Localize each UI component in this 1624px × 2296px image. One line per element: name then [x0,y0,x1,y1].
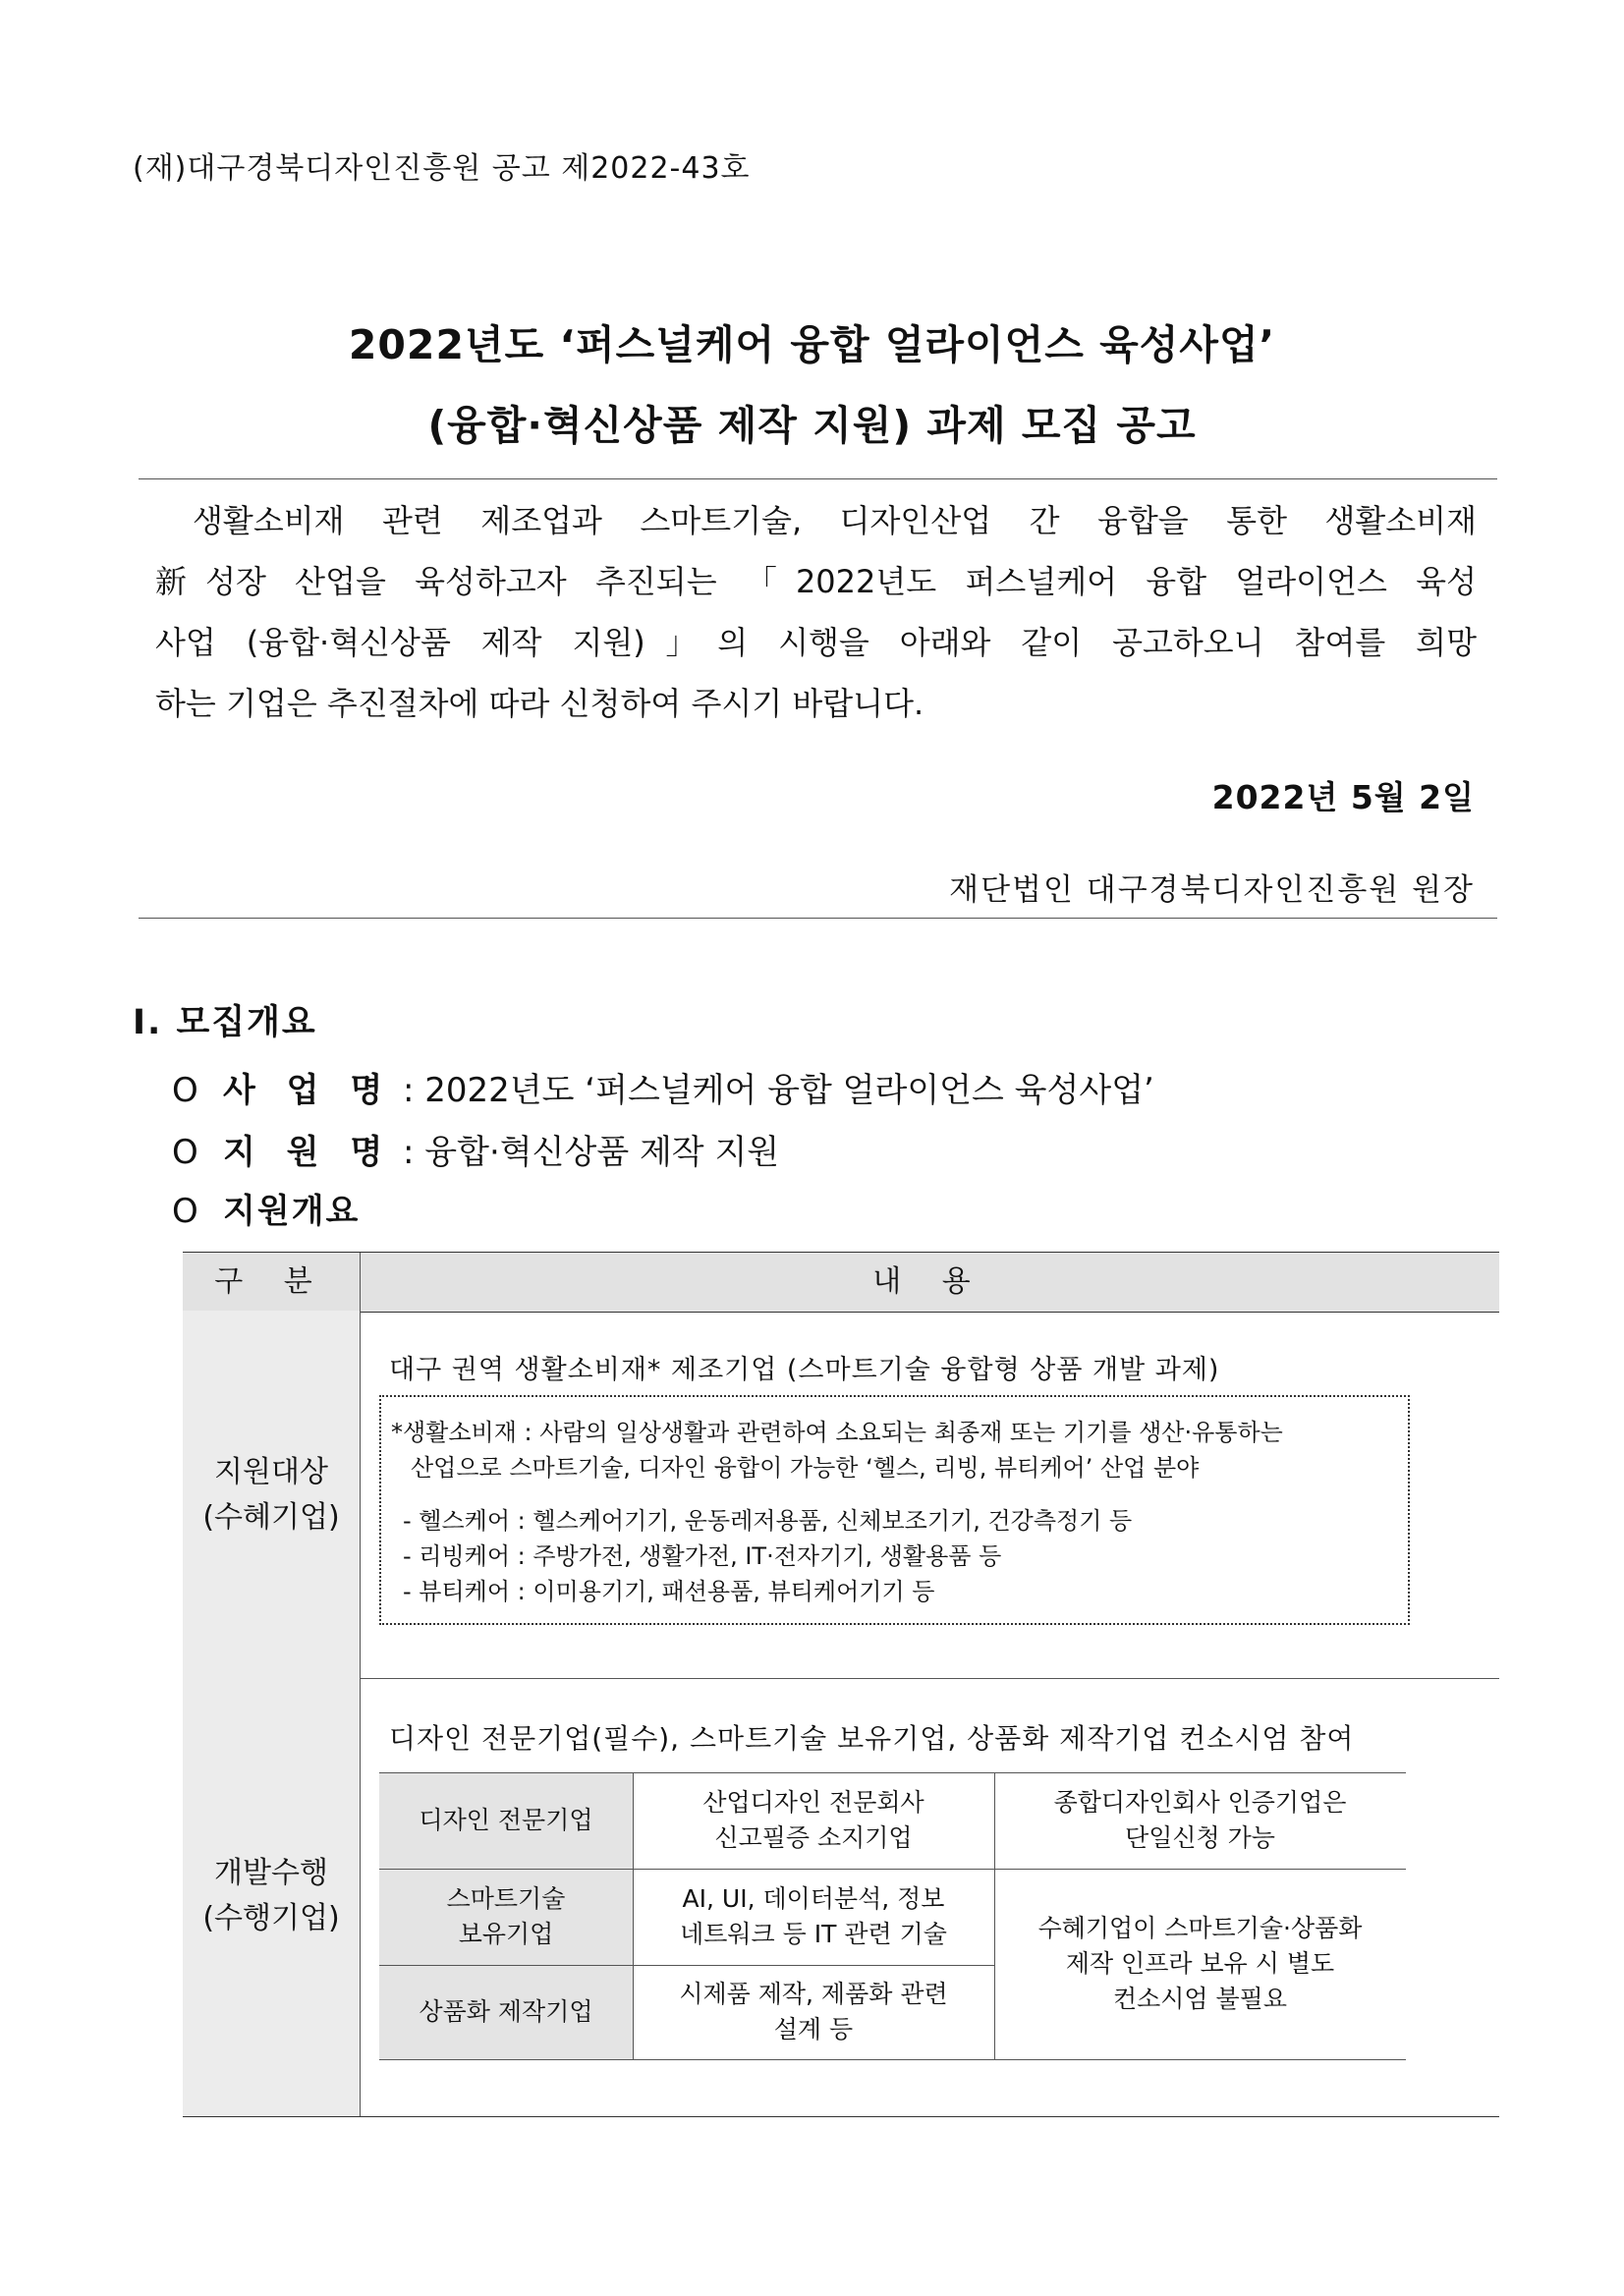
note-line: *생활소비재 : 사람의 일상생활과 관련하여 소요되는 최종재 또는 기기를 생산·유통하는 [391,1419,1283,1446]
cell-text-line: 보유기업 [458,1920,554,1948]
inner-rule [379,1772,1406,1773]
cell-text [702,1785,924,1856]
cell-text-line: AI, UI, 데이터분석, 정보 [682,1884,945,1913]
note-item: - 리빙케어 : 주방가전, 생활가전, IT·전자기기, 생활용품 등 [403,1542,1002,1570]
row1-label-line1: 지원대상 [214,1455,328,1489]
cell-text-line: 수혜기업이 스마트기술·상품화 [1037,1914,1363,1942]
cell-text-line: 단일신청 가능 [1125,1823,1275,1852]
intro-line: 사업 (융합·혁신상품 제작 지원)」의 시행을 아래와 같이 공고하오니 참여를 희망 [155,624,1477,661]
section-heading: Ⅰ. 모집개요 [133,1003,317,1042]
row1-label-line2: (수혜기업) [202,1500,340,1535]
bullet-circle: O [172,1133,198,1172]
support-name-item [172,1125,779,1173]
cell-manufacturing-requirement [633,1965,994,2059]
consortium-table [379,1772,1406,2059]
cell-text [447,1881,566,1952]
support-overview-item [172,1184,360,1232]
document-title-line1: 2022년도 ‘퍼스널케어 융합 얼라이언스 육성사업’ [348,321,1276,368]
cell-text: 상품화 제작기업 [419,1997,593,2026]
cell-text-line: 산업디자인 전문회사 [702,1788,924,1817]
note-item: - 뷰티케어 : 이미용기기, 패션용품, 뷰티케어기기 등 [403,1578,935,1605]
row2-label-line1: 개발수행 [214,1856,328,1890]
cell-text: 디자인 전문기업 [419,1806,593,1834]
cell-text [1038,1911,1363,2017]
row-label-cell [183,1678,360,2116]
support-name-label: 지 원 명 [223,1133,393,1172]
document-title-line2: (융합·혁신상품 제작 지원) 과제 모집 공고 [427,402,1197,449]
business-name-item [172,1063,1154,1111]
cell-text [680,1881,947,1952]
cell-consortium-exemption-note [994,1869,1406,2059]
row1-title: 대구 권역 생활소비재* 제조기업 (스마트기술 융합형 상품 개발 과제) [389,1355,1220,1385]
cell-text-line: 신고필증 소지기업 [714,1823,913,1852]
cell-design-requirement [633,1772,994,1869]
header-category: 구 분 [214,1264,328,1299]
row-label-cell [183,1311,360,1678]
cell-smart-tech-requirement [633,1869,994,1965]
announcement-date: 2022년 5월 2일 [1211,778,1475,816]
note-line: 산업으로 스마트기술, 디자인 융합이 가능한 ‘헬스, 리빙, 뷰티케어’ 산업 분야 [411,1454,1200,1482]
inner-col-rule [994,1772,995,2059]
overview-table [183,1252,1499,2116]
inner-rule [379,1869,1406,1870]
business-name-label: 사 업 명 [223,1071,393,1110]
cell-text [1054,1785,1347,1856]
row-divider [183,1678,1499,1679]
bottom-divider [139,918,1497,919]
cell-manufacturing-company [379,1965,633,2059]
cell-text-line: 종합디자인회사 인증기업은 [1053,1788,1347,1817]
table-bottom-rule [183,2116,1499,2117]
cell-text-line: 제작 인프라 보유 시 별도 [1065,1949,1335,1978]
inner-col-rule [633,1772,634,2059]
inner-rule [379,2059,1406,2060]
column-divider [360,1311,361,1678]
cell-text [679,1977,947,2047]
intro-line: 생활소비재 관련 제조업과 스마트기술, 디자인산업 간 융합을 통한 생활소비재 [193,502,1477,539]
top-divider [139,478,1497,479]
cell-text-line: 네트워크 등 IT 관련 기술 [680,1920,947,1948]
business-name-value: : 2022년도 ‘퍼스널케어 융합 얼라이언스 육성사업’ [392,1071,1154,1110]
note-item: - 헬스케어 : 헬스케어기기, 운동레저용품, 신체보조기기, 건강측정기 등 [403,1507,1133,1535]
intro-line: 新성장 산업을 육성하고자 추진되는 「2022년도 퍼스널케어 융합 얼라이언스 육성 [155,563,1477,600]
cell-design-note [994,1772,1406,1869]
row2-title: 디자인 전문기업(필수), 스마트기술 보유기업, 상품화 제작기업 컨소시엄 참여 [389,1722,1355,1755]
intro-line: 하는 기업은 추진절차에 따라 신청하여 주시기 바랍니다. [155,685,924,722]
signer: 재단법인 대구경북디자인진흥원 원장 [949,872,1475,908]
bullet-circle: O [172,1071,198,1110]
inner-rule [379,1965,994,1966]
support-name-value: : 융합·혁신상품 제작 지원 [392,1133,780,1172]
cell-text-line: 스마트기술 [446,1884,566,1913]
cell-smart-tech-company [379,1869,633,1965]
cell-text-line: 컨소시엄 불필요 [1112,1985,1287,2013]
cell-text-line: 설계 등 [773,2015,854,2044]
column-divider [360,1678,361,2116]
header-content: 내 용 [872,1264,986,1299]
bullet-circle: O [172,1192,198,1231]
table-header [183,1252,1499,1313]
definition-note-box [379,1395,1410,1625]
cell-text-line: 시제품 제작, 제품화 관련 [679,1980,948,2008]
support-overview-label: 지원개요 [223,1192,361,1231]
row2-label-line2: (수행기업) [202,1901,340,1935]
announcement-number: (재)대구경북디자인진흥원 공고 제2022-43호 [133,151,751,186]
cell-design-company [379,1772,633,1869]
